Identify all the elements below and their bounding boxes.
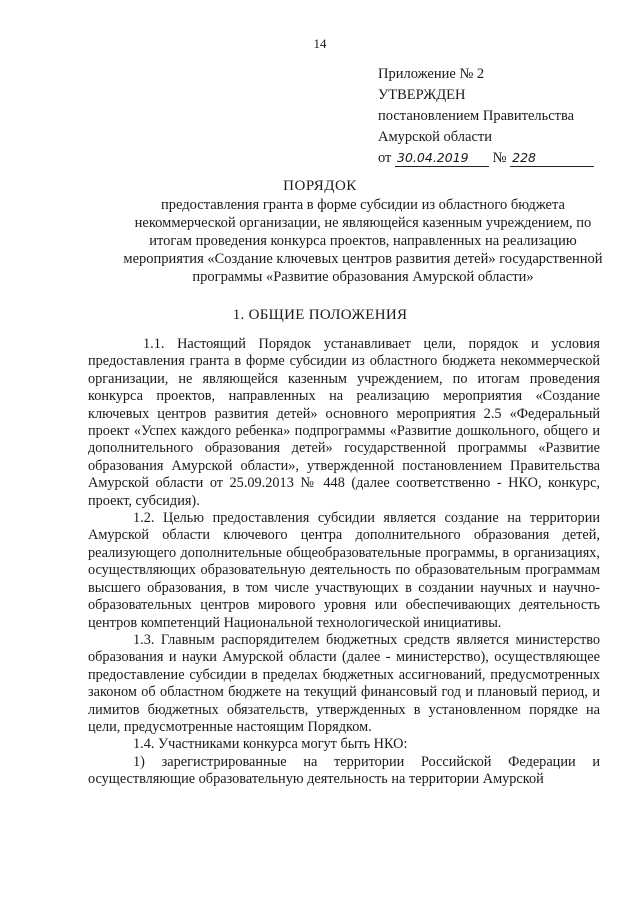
date-prefix: от [378, 150, 392, 166]
handwritten-number: 228 [510, 150, 594, 167]
approval-block [378, 64, 618, 169]
paragraph-1-3: 1.3. Главным распорядителем бюджетных средств является министерство образования и науки Амурской области (далее - министерство), осуществляющее предоставление субсидии в пределах бюджетных ассигнований, предусмотренных законом об областном бюджете на текущий финансовый год и плановый период, и лимитов бюджетных обязательств, утвержденных в установленном порядке на цели, предусмотренные настоящим Порядком. [88, 631, 600, 735]
paragraph-1-2: 1.2. Целью предоставления субсидии является создание на территории Амурской области ключевого центра дополнительного образования детей, реализующего дополнительные общеобразовательные программы, в организациях, осуществляющих образовательную деятельность по образовательным программам высшего образования, в том числе участвующих в создании научных и научно-образовательных центров мирового уровня или обеспечивающих деятельность центров компетенций Национальной технологической инициативы. [88, 510, 600, 631]
appendix-label: Приложение № 2 [378, 66, 485, 82]
document-subtitle: предоставления гранта в форме субсидии из областного бюджета некоммерческой организации, не являющейся казенным учреждением, по итогам проведения конкурса проектов, направленных на реализацию мероприятия «Создание ключевых центров развития детей» государственной программы «Развитие образования Амурской области» [123, 197, 603, 285]
region-label: Амурской области [378, 129, 492, 145]
section-heading: 1. ОБЩИЕ ПОЛОЖЕНИЯ [232, 307, 408, 323]
handwritten-date: 30.04.2019 [395, 150, 489, 167]
paragraph-1-4-1: 1) зарегистрированные на территории Российской Федерации и осуществляющие образовательную деятельность на территории Амурской [88, 753, 600, 788]
paragraph-1-4: 1.4. Участниками конкурса могут быть НКО: [133, 736, 408, 753]
approved-label: УТВЕРЖДЕН [378, 87, 466, 103]
document-title: ПОРЯДОК [283, 178, 357, 194]
document-body [88, 336, 600, 789]
page-number: 14 [313, 36, 327, 51]
date-number-line [378, 148, 618, 169]
paragraph-1-1: 1.1. Настоящий Порядок устанавливает цели, порядок и условия предоставления гранта в форме субсидии из областного бюджета некоммерческой организации, не являющейся казенным учреждением, по итогам проведения конкурса проектов, направленных на реализацию мероприятия «Создание ключевых центров развития детей» основного мероприятия 2.5 «Федеральный проект «Успех каждого ребенка» подпрограммы «Развитие дошкольного, общего и дополнительного образования детей» государственной программы «Развитие образования Амурской области», утвержденной постановлением Правительства Амурской области от 25.09.2013 № 448 (далее соответственно - НКО, конкурс, проект, субсидия). [88, 336, 600, 509]
approved-by-label: постановлением Правительства [378, 108, 575, 124]
number-prefix: № [492, 150, 507, 166]
